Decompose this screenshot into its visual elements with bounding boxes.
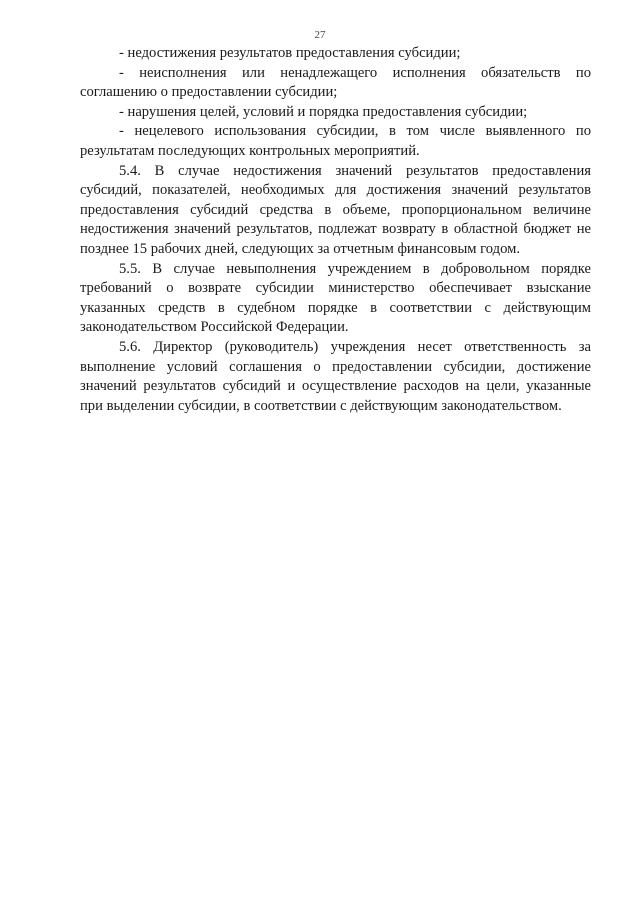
paragraph-5-5: 5.5. В случае невыполнения учреждением в добровольном порядке требований о возврате субсидии министерство обеспечивает взыскание указанных средств в судебном порядке в соответствии с действующим законодательством Российской Федерации. — [80, 260, 591, 336]
paragraph-5-6: 5.6. Директор (руководитель) учреждения несет ответственность за выполнение условий соглашения о предоставлении субсидии, достижение значений результатов субсидий и осуществление расходов на цели, указанные при выделении субсидии, в соответствии с действующим законодательством. — [80, 338, 591, 414]
page-number: 27 — [314, 29, 326, 41]
document-body — [80, 44, 591, 416]
paragraph-5-4: 5.4. В случае недостижения значений результатов предоставления субсидий, показателей, необходимых для достижения значений результатов предоставления субсидий средства в объеме, пропорциональном величине недостижения значений результатов, подлежат возврату в областной бюджет не позднее 15 рабочих дней, следующих за отчетным финансовым годом. — [80, 162, 591, 257]
list-item-misuse: - нецелевого использования субсидии, в том числе выявленного по результатам последующих контрольных мероприятий. — [80, 123, 591, 159]
list-item-violation: - нарушения целей, условий и порядка предоставления субсидии; — [119, 103, 528, 120]
list-item-underachievement: - недостижения результатов предоставления субсидии; — [119, 45, 461, 61]
list-item-nonfulfillment: - неисполнения или ненадлежащего исполнения обязательств по соглашению о предоставлении субсидии; — [80, 64, 591, 101]
